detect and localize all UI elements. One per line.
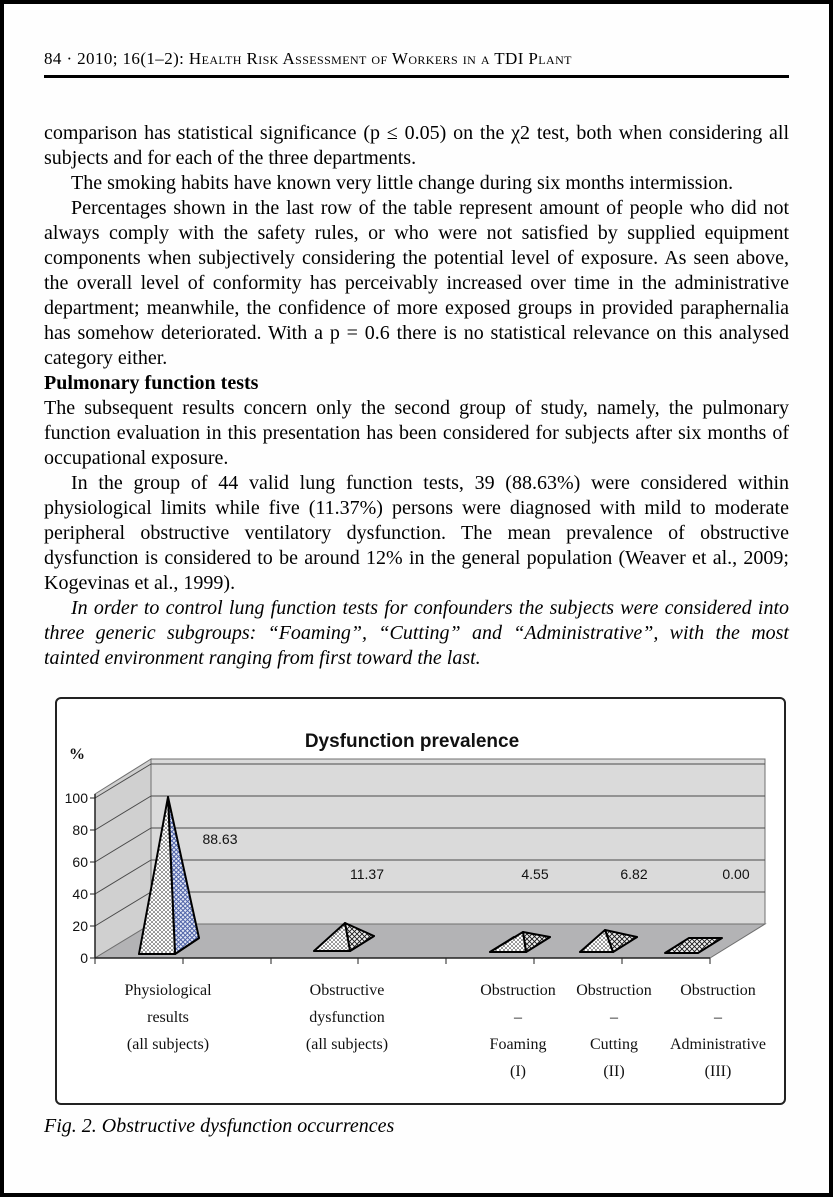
category-label-physiological [124, 982, 212, 1053]
page-header: 84 · 2010; 16(1–2): Health Risk Assessment of Workers in a TDI Plant [44, 49, 572, 68]
svg-text:(all subjects): (all subjects) [126, 1036, 210, 1053]
paragraph-4: The subsequent results concern only the second group of study, namely, the pulmonary function evaluation in this presentation has been considered for subjects after six months of occupational exposure. [44, 397, 789, 469]
chart-title: Dysfunction prevalence [304, 731, 520, 752]
ytick-80: 80 [72, 822, 88, 838]
svg-text:–: – [610, 1009, 618, 1026]
back-wall [151, 759, 765, 924]
svg-text:dysfunction: dysfunction [309, 1009, 385, 1026]
svg-text:Obstructive: Obstructive [309, 982, 385, 999]
category-label-cutting [576, 982, 652, 1080]
side-wall [95, 759, 151, 958]
section-heading: Pulmonary function tests [44, 372, 259, 394]
y-axis-unit-label: % [69, 746, 85, 763]
ytick-100: 100 [64, 790, 88, 806]
value-label-2: 11.37 [350, 866, 384, 882]
y-axis-labels [65, 790, 89, 966]
category-label-obstructive [306, 982, 388, 1053]
svg-text:results: results [147, 1009, 189, 1026]
svg-text:Administrative: Administrative [670, 1036, 766, 1053]
paragraph-3: Percentages shown in the last row of the table represent amount of people who did not always comply with the safety rules, or who were not satisfied by supplied equipment components when subjectively considering the potential level of exposure. As seen above, the overall level of conformity has perceivably increased over time in the administrative department; meanwhile, the confidence of more exposed groups in provided paraphernalia has somehow deteriorated. With a p = 0.6 there is no statistical relevance on this analysed category either. [44, 197, 789, 369]
value-label-1: 88.63 [202, 831, 238, 847]
pyramid-chart [57, 699, 784, 1103]
figure-2-chart [55, 697, 786, 1105]
svg-text:–: – [714, 1009, 722, 1026]
svg-text:Obstruction: Obstruction [680, 982, 756, 999]
paragraph-5: In the group of 44 valid lung function tests, 39 (88.63%) were considered within physiological limits while five (11.37%) persons were diagnosed with mild to moderate peripheral obstructive ventilatory dysfunction. The mean prevalence of obstructive dysfunction is considered to be around 12% in the general population (Weaver et al., 2009; Kogevinas et al., 1999). [44, 472, 789, 594]
category-label-administrative [670, 982, 766, 1080]
svg-text:Foaming: Foaming [489, 1036, 547, 1053]
category-label-foaming [480, 982, 556, 1080]
svg-text:(all subjects): (all subjects) [305, 1036, 389, 1053]
paragraph-6: In order to control lung function tests for confounders the subjects were considered into three generic subgroups: “Foaming”, “Cutting” and “Administrative”, with the most tainted environment ranging from first toward the last. [44, 597, 789, 669]
ytick-60: 60 [72, 854, 88, 870]
paragraph-1: comparison has statistical significance (p ≤ 0.05) on the χ2 test, both when considering all subjects and for each of the three departments. [44, 122, 789, 169]
ytick-0: 0 [80, 950, 88, 966]
article-body [44, 121, 789, 671]
svg-text:(I): (I) [510, 1063, 526, 1080]
svg-text:Cutting: Cutting [589, 1036, 639, 1053]
svg-text:–: – [514, 1009, 522, 1026]
svg-text:(II): (II) [603, 1063, 625, 1080]
svg-text:(III): (III) [704, 1063, 732, 1080]
category-labels [124, 982, 766, 1080]
ytick-40: 40 [72, 886, 88, 902]
svg-text:Obstruction: Obstruction [576, 982, 652, 999]
figure-caption: Fig. 2. Obstructive dysfunction occurrences [44, 1115, 395, 1137]
value-label-4: 6.82 [620, 866, 648, 882]
header-rule [44, 75, 789, 78]
svg-text:Physiological: Physiological [124, 982, 212, 999]
ytick-20: 20 [72, 918, 88, 934]
value-label-5: 0.00 [722, 866, 750, 882]
paragraph-2: The smoking habits have known very little change during six months intermission. [71, 172, 734, 194]
value-label-3: 4.55 [521, 866, 549, 882]
svg-text:Obstruction: Obstruction [480, 982, 556, 999]
